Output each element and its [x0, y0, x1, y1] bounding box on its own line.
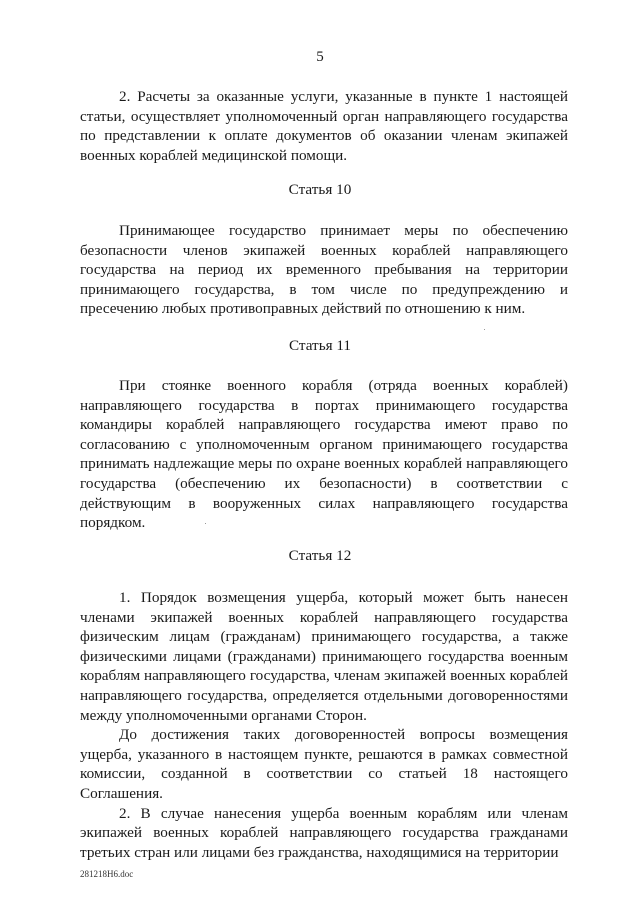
paragraph-text: 2. В случае нанесения ущерба военным кораблям или членам экипажей военных кораблей направляющего государства гражданами третьих стран или лицами без гражданства, находящимися на территории	[80, 804, 568, 861]
scan-speck	[205, 523, 206, 524]
paragraph-text: До достижения таких договоренностей вопросы возмещения ущерба, указанного в настоящем пункте, решаются в рамках совместной комиссии, созданной в соответствии со статьей 18 настоящего Соглашения.	[80, 726, 568, 802]
paragraph-text: Принимающее государство принимает меры по обеспечению безопасности членов экипажей военных кораблей направляющего государства на период их временного пребывания на территории принимающего государства, в том числе по предупреждению и пресечению любых противоправных действий по отношению к ним.	[80, 222, 568, 318]
article-12-body	[80, 588, 568, 862]
footer-file-code: 281218H6.doc	[80, 869, 134, 879]
paragraph-text: 1. Порядок возмещения ущерба, который может быть нанесен членами экипажей военных кораблей направляющего государства физическим лицам (гражданам) принимающего государства, а также физическими лицами (гражданами) принимающего государства военным кораблям направляющего государства, членам экипажей военных кораблей направляющего государства, определяется отдельными договоренностями между уполномоченными органами Сторон.	[80, 589, 568, 724]
scan-speck	[484, 329, 485, 330]
page-number: 5	[316, 49, 324, 65]
article-10-heading: Статья 10	[288, 181, 352, 198]
article-11-heading: Статья 11	[288, 337, 352, 354]
paragraph-text: 2. Расчеты за оказанные услуги, указанные в пункте 1 настоящей статьи, осуществляет уполномоченный орган направляющего государства по представлении к оплате документов об оказании членам экипажей военных кораблей медицинской помощи.	[80, 88, 568, 164]
article-11-body	[80, 376, 568, 533]
article-12-heading: Статья 12	[288, 547, 352, 564]
paragraph-text: При стоянке военного корабля (отряда военных кораблей) направляющего государства в портах принимающего государства командиры кораблей направляющего государства имеют право по согласованию с уполномоченным органом принимающего государства принимать надлежащие меры по охране военных кораблей направляющего государства (обеспечению их безопасности) в соответствии с действующим в вооруженных силах направляющего государства порядком.	[80, 377, 568, 532]
article-10-body	[80, 221, 568, 319]
paragraph-payment	[80, 87, 568, 165]
